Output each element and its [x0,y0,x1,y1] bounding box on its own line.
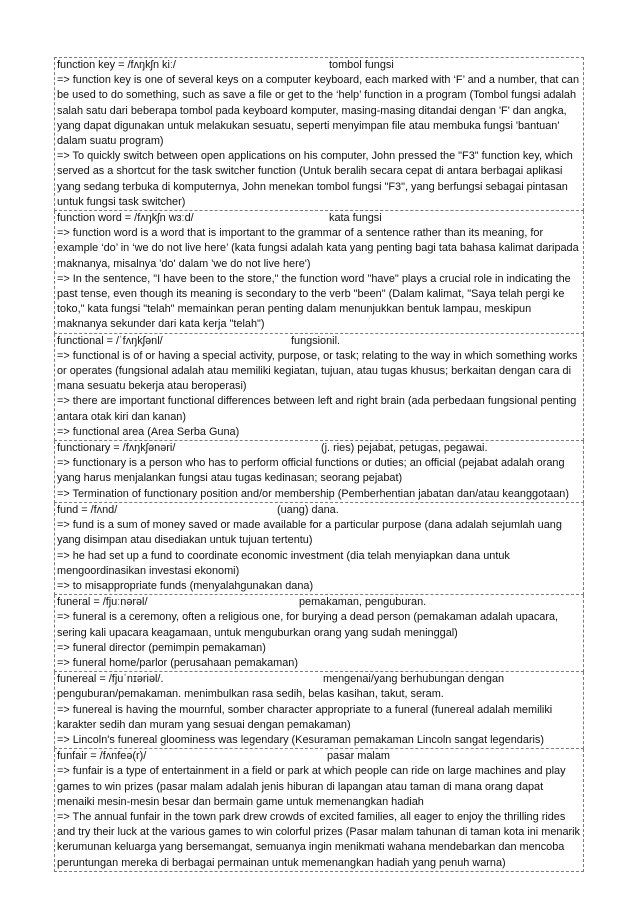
entry-line: => Lincoln's funereal gloominess was legendary (Kesuraman pemakaman Lincoln sangat legendaris) [57,733,544,746]
entry-line: => funeral home/parlor (perusahaan pemakaman) [57,656,298,669]
entry-line: => to misappropriate funds (menyalahgunakan dana) [57,579,314,592]
entry-gloss: (j. ries) pejabat, petugas, pegawai. [321,442,488,455]
entry-line: => he had set up a fund to coordinate economic investment (dia telah menyiapkan dana untuk mengoordinasikan investasi ekonomi) [57,549,510,577]
entry-line: => funeral is a ceremony, often a religious one, for burying a dead person (pemakaman adalah upacara, sering kali upacara keagamaan, untuk menguburkan orang yang sudah meninggal) [57,611,559,639]
entry-term: funeral = /fjuːnərəl/ [57,596,148,609]
entry-line: => In the sentence, "I have been to the store," the function word "have" plays a crucial role in indicating the past tense, even though its meaning is secondary to the verb "been" (Dalam kalimat, "Saya telah pergi ke toko," kata fungsi "telah" memainkan peran penting dalam menunjukkan bentuk lampau, meskipun maknanya sekunder dari kata kerja "telah") [57,272,571,331]
entry-line: => To quickly switch between open applications on his computer, John pressed the "F3" function key, which served as a shortcut for the task switcher function (Untuk beralih secara cepat di antara berbagai aplikasi yang sedang terbuka di komputernya, John menekan tombol fungsi "F3", yang berfungsi sebagai pintasan untuk fungsi task switcher) [57,150,573,208]
entry-term: function word = /fʌŋkʃn wɜːd/ [57,212,194,225]
entry-line: => Termination of functionary position and/or membership (Pemberhentian jabatan dan/atau keanggotaan) [57,487,569,500]
entry-line: => functionary is a person who has to perform official functions or duties; an official (pejabat adalah orang yang harus menjalankan fungsi atau tugas kedinasan; seorang pejabat) [57,457,565,485]
entry-line: => fund is a sum of money saved or made available for a particular purpose (dana adalah sejumlah uang yang disimpan atau disediakan untuk tujuan tertentu) [57,519,562,547]
entry-function-key [54,57,584,211]
entry-term: funereal = /fjuˈnɪəriəl/. [57,673,164,686]
entry-line: => there are important functional differences between left and right brain (ada perbedaan fungsional penting antara otak kiri dan kanan) [57,395,577,423]
entry-gloss: kata fungsi [329,212,382,225]
entry-line: => functional is of or having a special activity, purpose, or task; relating to the way in which something works or operates (fungsional adalah atau memiliki kegiatan, tujuan, atau tugas khusus; berkaitan dengan cara di mana sesuatu bekerja atau beroperasi) [57,349,578,393]
entry-head [57,211,581,226]
entry-funeral [54,595,584,672]
entry-term: function key = /fʌŋkʃn kiː/ [57,59,176,71]
entry-functionary [54,441,584,503]
entry-function-word [54,211,584,334]
entry-line: => function word is a word that is important to the grammar of a sentence rather than its meaning, for example ‘do’ in ‘we do not live here’ (kata fungsi adalah kata yang penting bagi tata bahasa kalimat daripada maknanya, misalnya 'do' dalam 'we do not live here') [57,227,579,270]
entry-head [57,441,581,456]
entry-head [57,334,581,349]
entry-gloss: fungsionil. [291,334,341,347]
entry-line: => function key is one of several keys on a computer keyboard, each marked with ‘F’ and a number, that can be used to do something, such as save a file or get to the ‘help’ function in a program (Tombol fungsi adalah salah satu dari beberapa tombol pada keyboard komputer, masing-masing ditandai dengan 'F' dan angka, yang dapat digunakan untuk melakukan sesuatu, seperti menyimpan file atau membuka fungsi 'bantuan' dalam suatu program) [57,74,580,148]
entry-head [57,595,581,610]
entry-line: penguburan/pemakaman. menimbulkan rasa sedih, belas kasihan, takut, seram. [57,688,444,701]
entry-gloss: (uang) dana. [277,503,339,516]
entry-gloss: pasar malam [327,750,390,763]
entry-gloss: pemakaman, penguburan. [299,596,427,609]
entry-term: functional = /ˈfʌŋkʃənl/ [57,334,163,347]
entry-fund [54,503,584,595]
entry-term: funfair = /fʌnfeə(r)/ [57,750,147,763]
entry-line: => funfair is a type of entertainment in a field or park at which people can ride on large machines and play games to win prizes (pasar malam adalah jenis hiburan di lapangan atau taman di mana orang dapat menaiki mesin-mesin besar dan bermain game untuk memenangkan hadiah [57,765,566,808]
entry-term: fund = /fʌnd/ [57,503,118,516]
entry-line: => funeral director (pemimpin pemakaman) [57,641,266,654]
entry-funfair [54,749,584,872]
entry-line: => functional area (Area Serba Guna) [57,425,240,438]
dictionary-page [54,57,584,872]
entry-head [57,503,581,518]
entry-line: => The annual funfair in the town park drew crowds of excited families, all eager to enjoy the thrilling rides and try their luck at the various games to win colorful prizes (Pasar malam tahunan di taman kota ini menarik kerumunan keluarga yang bersemangat, semuanya ingin menikmati wahana mendebarkan dan mencoba peruntungan mereka di berbagai permainan untuk memenangkan hadiah yang penuh warna) [57,810,580,869]
entry-gloss: tombol fungsi [329,59,394,71]
entry-line: => funereal is having the mournful, somber character appropriate to a funeral (funereal adalah memiliki karakter sedih dan muram yang sesuai dengan pemakaman) [57,703,553,731]
entry-head [57,58,581,73]
entry-head [57,749,581,764]
entry-funereal [54,672,584,749]
entry-functional [54,334,584,441]
entry-head [57,672,581,687]
entry-term: functionary = /fʌŋkʃənəri/ [57,442,176,455]
entry-gloss: mengenai/yang berhubungan dengan [323,673,505,686]
